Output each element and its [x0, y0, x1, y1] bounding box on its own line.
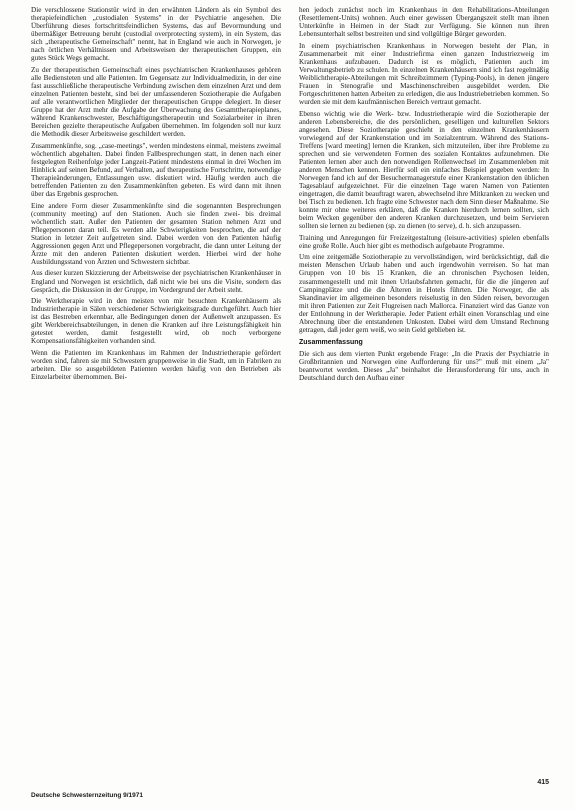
body-paragraph: Wenn die Patienten im Krankenhaus im Rahmen der Industrietherapie gefördert worden sind, fahren sie mit Schwestern gruppenweise in die Stadt, um in Fabriken zu arbeiten. Die so ausgebildeten Patienten werden häufig von den Betrieben als Einzelarbeiter übernommen. Bei- [31, 348, 281, 382]
body-paragraph: Zusammenkünfte, sog. „case-meetings", werden mindestens einmal, meistens zweimal wöchentlich abgehalten. Dabei finden Fallbesprechungen statt, in denen nach einer festgelegten Reihenfolge jeder Langzeit-Patient mindestens einmal in drei Wochen im Hinblick auf seinen Befund, auf Verhalten, auf therapeutische Fortschritte, notwendige Therapieänderungen, Entlassungen usw. diskutiert wird. Häufig werden auch die betreffenden Patienten zu den Zusammenkünften gebeten. Es wird dann mit ihnen über das Ergebnis gesprochen. [31, 141, 281, 199]
body-paragraph: Ebenso wichtig wie die Werk- bzw. Industrietherapie wird die Soziotherapie der anderen Lebensbereiche, die des persönlichen, geselligen und kulturellen Sektors angesehen. Diese Soziotherapie geschieht in den einzelnen Krankenhäusern vorwiegend auf der Krankenstation und im Sozialzentrum. Während des Stations-Treffens [ward meeting] lernen die Kranken, sich mitzuteilen, über ihre Probleme zu sprechen und sie verwendeten Formen des sozialen Kontaktes aufzunehmen. Die Patienten lernen aber auch den notwendigen Rollenwechsel im Zusammenleben mit anderen Menschen kennen. Hierfür soll ein einfaches Beispiel gegeben werden: In Norwegen fand ich auf der Besuchermanagerstufe einer Krankenstation den üblichen Tagesablauf aufgezeichnet. Für die einzelnen Tage waren Namen von Patienten eingetragen, die damit beauftragt waren, abwechselnd ihre Mitkranken zu wecken und bei Tisch zu bedienen. Ich fragte eine Schwester nach dem Sinn dieser Maßnahme. Sie konnte mir ohne weiteres erklären, daß die Kranken hierdurch lernen sollten, sich beim Wecken gegenüber den anderen Kranken durchzusetzen, und beim Servieren sollten sie lernen zu bedienen (sp. zu dienen (to serve), d. h. sich anzupassen. [299, 109, 549, 231]
body-paragraph: Training und Anregungen für Freizeitgestaltung (leisure-activities) spielen ebenfalls eine große Rolle. Auch hier gibt es methodisch aufgebaute Programme. [299, 233, 549, 250]
journal-footer: Deutsche Schwesternzeitung 9/1971 [31, 792, 143, 799]
summary-paragraph: Die sich aus dem vierten Punkt ergebende Frage: „In die Praxis der Psychiatrie in Großbritannien und Norwegen eine Aufforderung für uns?" muß mit einem „Ja" beantwortet werden. Dieses „Ja" beinhaltet die Herausforderung für uns, auch in Deutschland durch den Aufbau einer [299, 349, 549, 383]
right-column [299, 6, 549, 784]
page-number: 415 [537, 779, 549, 786]
body-paragraph: Eine andere Form dieser Zusammenkünfte sind die sogenannten Besprechungen (community meeting) auf den Stationen. Auch sie finden zwei- bis dreimal wöchentlich statt. Außer den Patienten der gesamten Station nehmen Arzt und Pflegepersonen daran teil. Es werden alle Schwierigkeiten besprochen, die auf der Station in letzter Zeit aufgetreten sind. Dabei werden von den Patienten häufig Aggressionen gegen Arzt und Pflegepersonen vorgebracht, die dann unter Leitung der Ärzte mit den anderen Patienten diskutiert werden. Hierbei wird der hohe Ausbildungsstand von Ärzten und Schwestern sichtbar. [31, 201, 281, 266]
body-paragraph: Aus dieser kurzen Skizzierung der Arbeitsweise der psychiatrischen Krankenhäuser in England und Norwegen ist ersichtlich, daß nicht wie bei uns die Visite, sondern das Gespräch, die Diskussion in der Gruppe, im Vordergrund der Arbeit steht. [31, 269, 281, 294]
body-paragraph: Um eine zeitgemäße Soziotherapie zu vervollständigen, wird berücksichtigt, daß die meisten Menschen Urlaub haben und auch irgendwohin verreisen. So hat man Gruppen von 10 bis 15 Kranken, die an chronischen Psychosen leiden, zusammengestellt und mit ihnen Urlaubsfahrten gemacht, für die die jüngeren auf Campingplätze und die die Älteren in Hotels führten. Die Norweger, die als Skandinavier im allgemeinen besonders reiselustig in den Süden reisen, bevorzugen mit ihren Patienten zur Zeit Flugreisen nach Mallorca. Finanziert wird das Ganze von der Entlohnung in der Werktherapie. Jeder Patient erhält einen Voranschlag und eine Abrechnung über die entstandenen Unkosten. Dabei wird dem Umstand Rechnung getragen, daß jeder gern weiß, wo sein Geld geblieben ist. [299, 253, 549, 334]
left-column [31, 6, 281, 784]
body-paragraph: hen jedoch zunächst noch im Krankenhaus in den Rehabilitations-Abteilungen (Resettlement-Units) wohnen. Auch einer gewissen Übergangszeit stellt man ihnen Unterkünfte in Heimen in der Stadt zur Verfügung. Sie können nun ihren Lebensunterhalt selbst bestreiten und sind vollgültige Bürger geworden. [299, 6, 549, 39]
body-paragraph: In einem psychiatrischen Krankenhaus in Norwegen besteht der Plan, in Zusammenarbeit mit einer Industriefirma einen ganzen Industriezweig im Krankenhaus aufzubauen. Dadurch ist es möglich, Patienten auch im Verwaltungsbetrieb zu schulen. In einzelnen Krankenhäusern sind ich fast regelmäßig Weiblichtherapie-Abteilungen mit Schreibzimmern (Typing-Pools), in denen jüngere Frauen in Stenografie und Maschinenschreiben ausgebildet werden. Die Fortgeschrittenen hatten Arbeiten zu erledigen, die aus Industriebetrieben kommen. So wurden sie mit dem kaufmännischen Bereich vertraut gemacht. [299, 41, 549, 107]
body-paragraph: Zu der therapeutischen Gemeinschaft eines psychiatrischen Krankenhauses gehören alle Bediensteten und alle Patienten. Im Gegensatz zur Individualmedizin, in der eine fast ausschließliche therapeutische Verbindung zwischen dem einzelnen Arzt und dem einzelnen Patienten besteht, sind bei der umfassenderen Soziotherapie die Aufgaben auf alle verantwortlichen Mitglieder der therapeutischen Gruppe delegiert. In dieser Gruppe hat der Arzt mehr die Aufgabe der Überwachung des Gesamttherapieplanes, während Krankenschwester, Beschäftigungstherapeutin und Sozialarbeiter in ihren Bereichen gezielte therapeutische Aufgaben übernehmen. Im folgenden soll nur kurz die Methodik dieser Arbeitsweise geschildert werden. [31, 65, 281, 139]
section-heading: Zusammenfassung [299, 338, 363, 346]
body-paragraph: Die Werktherapie wird in den meisten von mir besuchten Krankenhäusern als Industrietherapie in Sälen verschiedener Schwierigkeitsgrade durchgeführt. Auch hier ist das Bestreben erkennbar, alle Bedingungen denen der Außenwelt anzupassen. Es gibt Werkbereichsabteilungen, in denen die Kranken auf ihre Leistungsfähigkeit hin getestet werden, damit festgestellt wird, ob noch verborgene Kompensationsfähigkeiten vorhanden sind. [31, 297, 281, 346]
body-paragraph: Die verschlossene Stationstür wird in den erwähnten Ländern als ein Symbol des therapiefeindlichen „custodialen Systems" in der Psychiatrie angesehen. Die Überführung dieses fortschrittsfeindlichen Systems, das auf Bevormundung und übermäßiger Betreuung beruht (custodial overprotecting system), in ein System, das sich „therapeutische Gemeinschaft" nennt, hat in England wie auch in Norwegen, je nach örtlichen Verhältnissen und Arbeitsweisen der therapeutischen Gruppen, ein gutes Stück Wegs gemacht. [31, 6, 281, 63]
